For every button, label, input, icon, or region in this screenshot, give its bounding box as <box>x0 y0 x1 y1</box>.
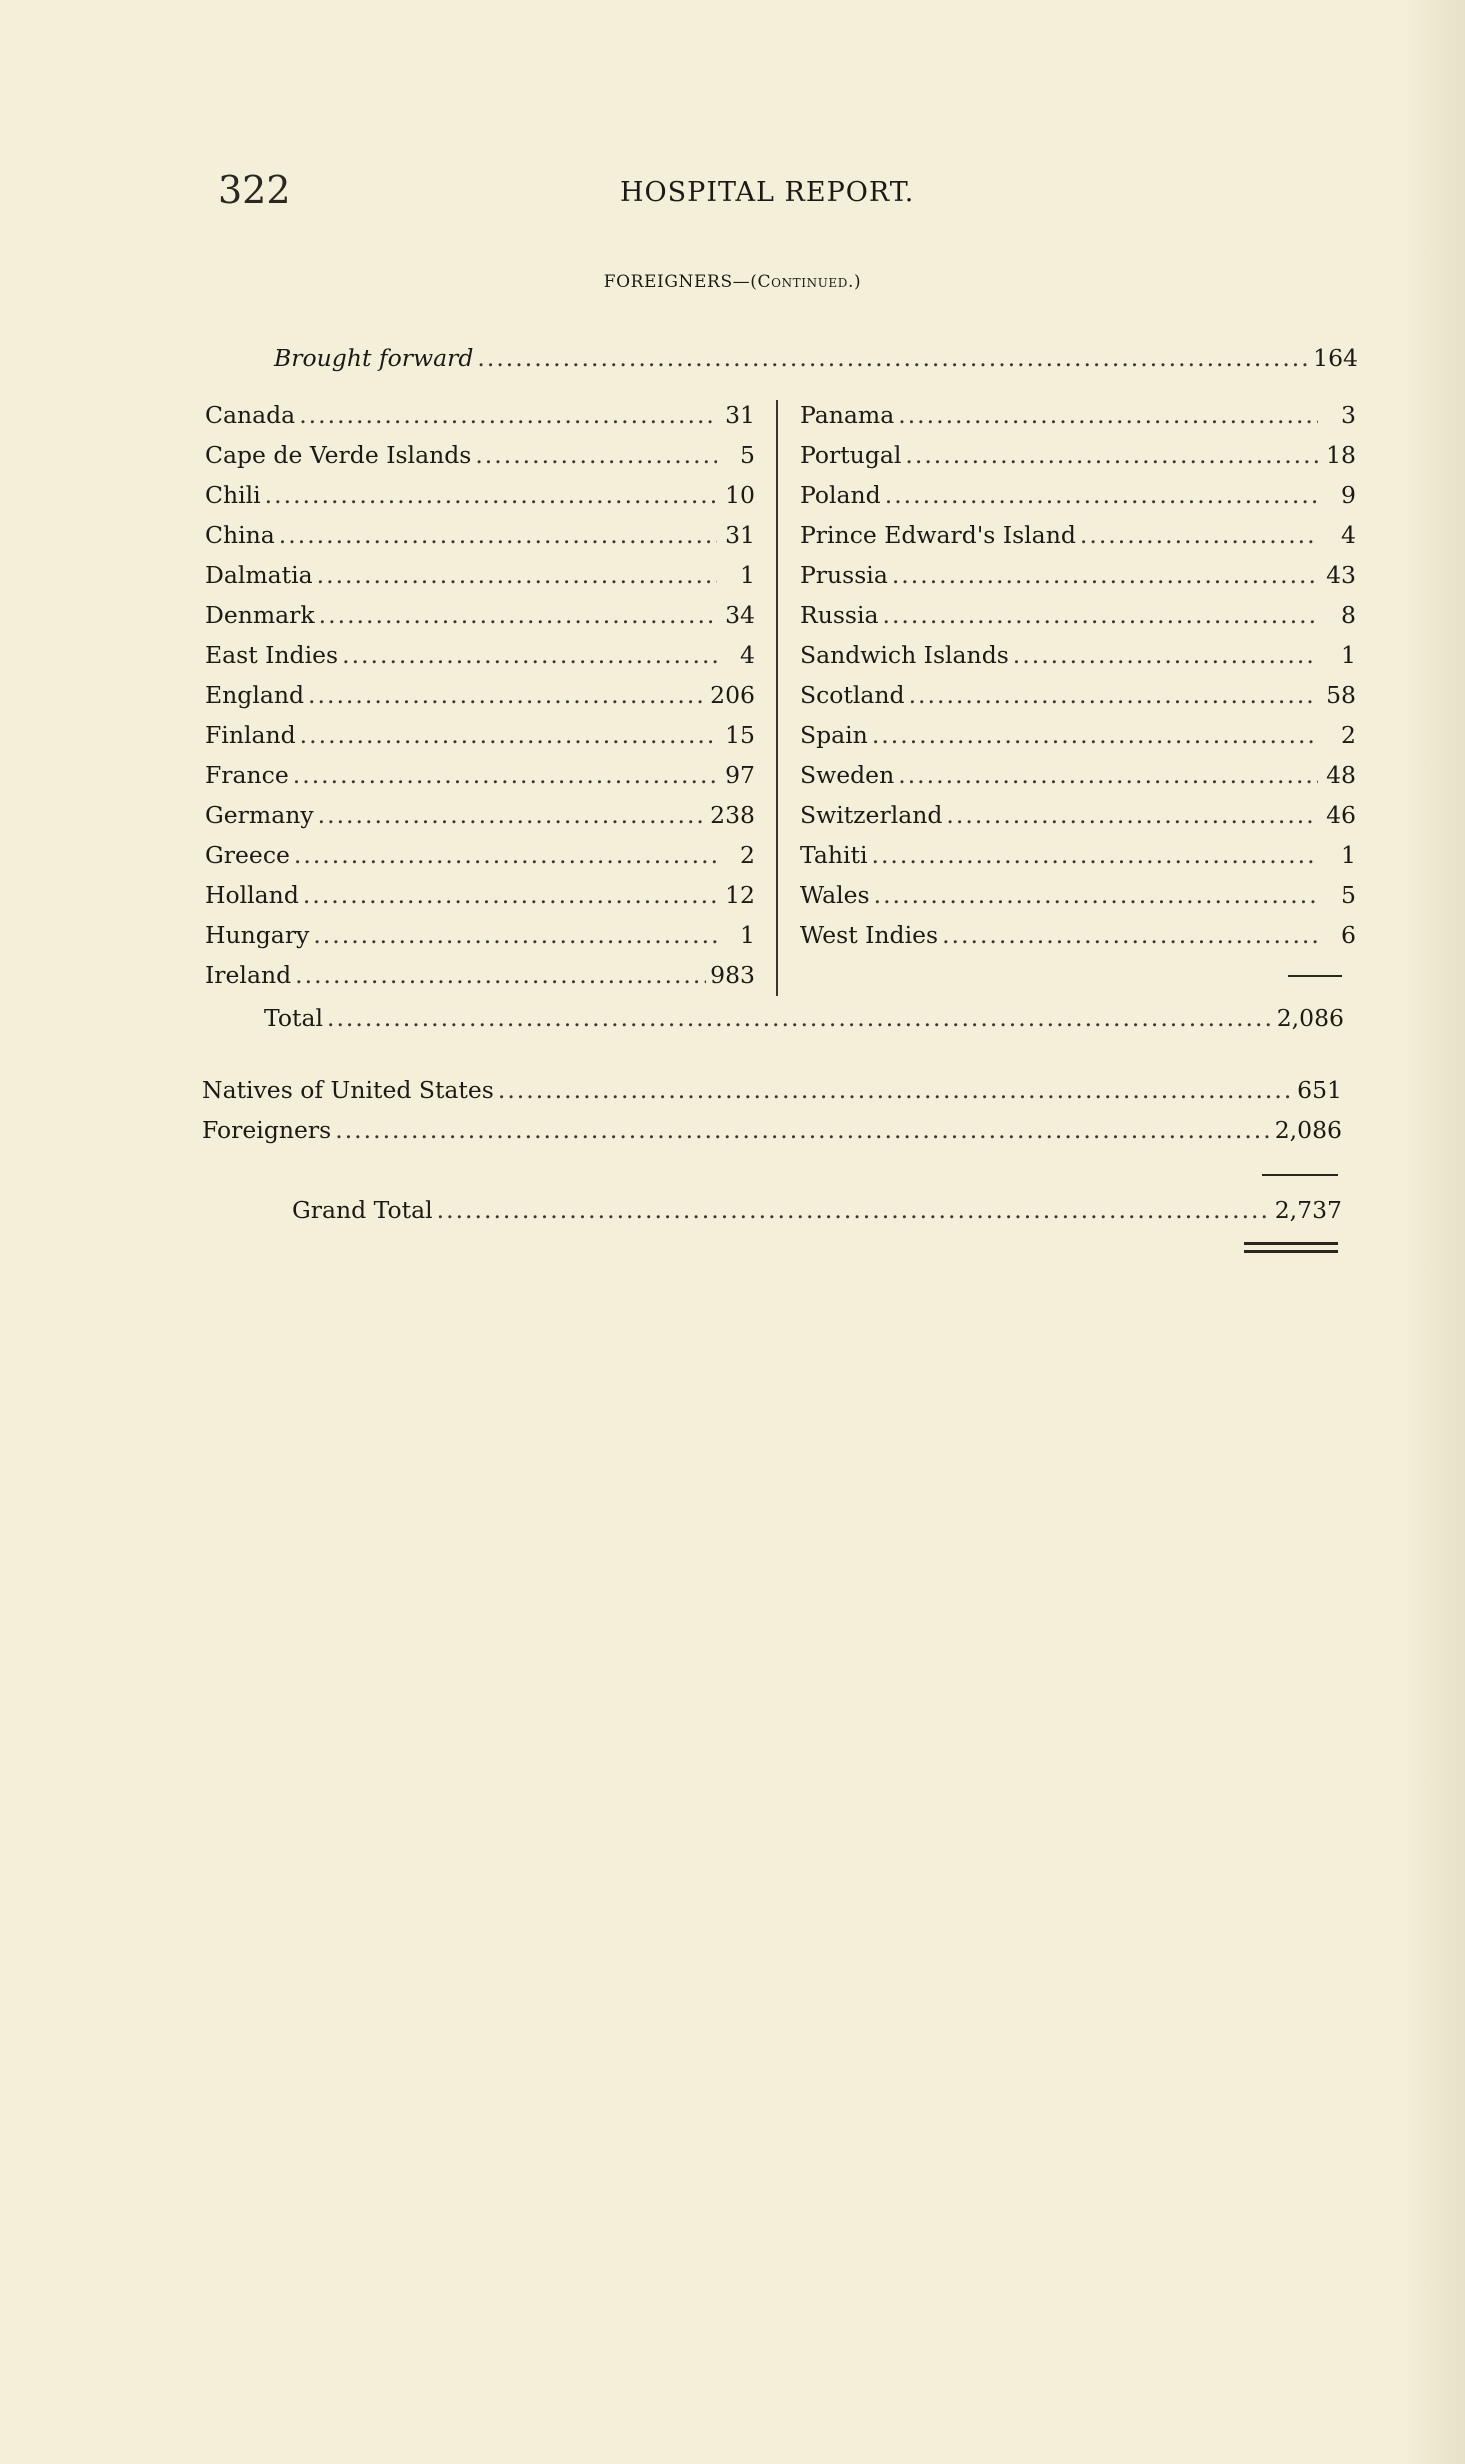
table-row <box>205 795 755 835</box>
country-count: 4 <box>1341 521 1356 549</box>
table-row <box>205 635 755 675</box>
country-label: China <box>205 521 275 549</box>
table-row <box>800 555 1356 595</box>
table-row <box>205 955 755 995</box>
leader-dots <box>874 875 1318 915</box>
country-label: Sweden <box>800 761 895 789</box>
section-title-close: .) <box>848 272 862 292</box>
table-row <box>800 715 1356 755</box>
country-count: 4 <box>740 641 755 669</box>
country-count: 9 <box>1341 481 1356 509</box>
country-label: Cape de Verde Islands <box>205 441 472 469</box>
table-row <box>800 755 1356 795</box>
table-row <box>205 475 755 515</box>
grand-total-label: Grand Total <box>292 1196 433 1224</box>
leader-dots <box>909 675 1318 715</box>
leader-dots <box>905 435 1318 475</box>
table-row <box>205 915 755 955</box>
country-label: Dalmatia <box>205 561 313 589</box>
leader-dots <box>319 595 717 635</box>
table-row <box>800 795 1356 835</box>
table-row <box>205 675 755 715</box>
country-label: Greece <box>205 841 290 869</box>
leader-dots <box>942 915 1318 955</box>
leader-dots <box>265 475 717 515</box>
country-label: Chili <box>205 481 261 509</box>
table-row <box>205 395 755 435</box>
country-label: Prince Edward's Island <box>800 521 1076 549</box>
leader-dots <box>885 475 1318 515</box>
country-label: Scotland <box>800 681 905 709</box>
table-row <box>800 835 1356 875</box>
country-label: England <box>205 681 305 709</box>
table-row <box>205 715 755 755</box>
table-row <box>205 755 755 795</box>
leader-dots <box>303 875 717 915</box>
leader-dots <box>299 395 717 435</box>
country-count: 238 <box>710 801 755 829</box>
leader-dots <box>872 715 1318 755</box>
summary-label: Natives of United States <box>202 1076 494 1104</box>
leader-dots <box>327 998 1273 1038</box>
table-row <box>205 555 755 595</box>
leader-dots <box>300 715 717 755</box>
country-count: 206 <box>710 681 755 709</box>
country-label: France <box>205 761 289 789</box>
country-label: Ireland <box>205 961 292 989</box>
subtotal-rule <box>1288 975 1342 977</box>
leader-dots <box>335 1110 1271 1150</box>
country-count: 1 <box>1341 641 1356 669</box>
leader-dots <box>313 915 717 955</box>
table-row <box>800 595 1356 635</box>
country-label: Switzerland <box>800 801 943 829</box>
country-count: 10 <box>725 481 755 509</box>
country-count: 46 <box>1326 801 1356 829</box>
leader-dots <box>946 795 1318 835</box>
brought-forward-label: Brought forward <box>274 344 474 372</box>
country-count: 12 <box>725 881 755 909</box>
country-count: 983 <box>710 961 755 989</box>
double-rule-bottom <box>1244 1250 1338 1253</box>
page-edge-shadow <box>1405 0 1465 2464</box>
country-count: 2 <box>1341 721 1356 749</box>
leader-dots <box>294 835 717 875</box>
country-label: Poland <box>800 481 881 509</box>
country-count: 18 <box>1326 441 1356 469</box>
summary-value: 651 <box>1297 1076 1342 1104</box>
country-label: Panama <box>800 401 895 429</box>
country-label: Holland <box>205 881 299 909</box>
country-count: 34 <box>725 601 755 629</box>
country-label: Hungary <box>205 921 310 949</box>
summary-row <box>202 1110 1342 1150</box>
leader-dots <box>871 835 1318 875</box>
country-label: Tahiti <box>800 841 868 869</box>
column-divider <box>776 400 778 996</box>
country-count: 31 <box>725 521 755 549</box>
country-count: 1 <box>1341 841 1356 869</box>
leader-dots <box>498 1070 1293 1110</box>
table-row <box>800 475 1356 515</box>
section-title-continued: Continued <box>757 272 849 292</box>
leader-dots <box>317 555 717 595</box>
country-label: Portugal <box>800 441 902 469</box>
country-count: 97 <box>725 761 755 789</box>
country-label: East Indies <box>205 641 339 669</box>
leader-dots <box>318 795 707 835</box>
leader-dots <box>308 675 706 715</box>
leader-dots <box>898 755 1318 795</box>
country-label: Wales <box>800 881 870 909</box>
leader-dots <box>892 555 1318 595</box>
leader-dots <box>475 435 717 475</box>
country-label: Russia <box>800 601 879 629</box>
leader-dots <box>437 1190 1271 1230</box>
country-count: 1 <box>740 921 755 949</box>
country-label: Finland <box>205 721 296 749</box>
country-label: Canada <box>205 401 296 429</box>
table-row <box>800 635 1356 675</box>
country-count: 2 <box>740 841 755 869</box>
table-row <box>205 875 755 915</box>
country-count: 43 <box>1326 561 1356 589</box>
table-row <box>205 435 755 475</box>
leader-dots <box>295 955 706 995</box>
total-row <box>264 998 1344 1038</box>
country-count: 58 <box>1326 681 1356 709</box>
grand-total-row <box>292 1190 1342 1230</box>
summary-row <box>202 1070 1342 1110</box>
page-number: 322 <box>218 168 291 212</box>
leader-dots <box>293 755 717 795</box>
country-label: Prussia <box>800 561 888 589</box>
table-row <box>205 835 755 875</box>
leader-dots <box>882 595 1318 635</box>
summary-label: Foreigners <box>202 1116 332 1144</box>
table-row <box>205 515 755 555</box>
grand-total-value: 2,737 <box>1274 1196 1342 1224</box>
leader-dots <box>1013 635 1318 675</box>
table-row <box>205 595 755 635</box>
table-row <box>800 515 1356 555</box>
double-rule-top <box>1244 1242 1338 1245</box>
country-label: Spain <box>800 721 868 749</box>
brought-forward-row <box>274 338 1358 378</box>
country-count: 31 <box>725 401 755 429</box>
country-label: Germany <box>205 801 314 829</box>
table-row <box>800 395 1356 435</box>
leader-dots <box>342 635 717 675</box>
country-count: 3 <box>1341 401 1356 429</box>
leader-dots <box>477 338 1309 378</box>
country-count: 8 <box>1341 601 1356 629</box>
country-label: Sandwich Islands <box>800 641 1009 669</box>
total-value: 2,086 <box>1276 1004 1344 1032</box>
table-row <box>800 435 1356 475</box>
country-count: 1 <box>740 561 755 589</box>
country-count: 15 <box>725 721 755 749</box>
country-count: 6 <box>1341 921 1356 949</box>
sum-rule <box>1262 1174 1338 1176</box>
country-count: 5 <box>740 441 755 469</box>
table-row <box>800 915 1356 955</box>
leader-dots <box>898 395 1318 435</box>
country-label: West Indies <box>800 921 939 949</box>
table-row <box>800 875 1356 915</box>
country-label: Denmark <box>205 601 315 629</box>
country-count: 5 <box>1341 881 1356 909</box>
running-head: HOSPITAL REPORT. <box>620 177 915 208</box>
page-header <box>218 168 958 218</box>
total-label: Total <box>264 1004 323 1032</box>
country-count: 48 <box>1326 761 1356 789</box>
leader-dots <box>279 515 717 555</box>
summary-value: 2,086 <box>1274 1116 1342 1144</box>
section-title <box>0 272 1465 292</box>
brought-forward-value: 164 <box>1313 344 1358 372</box>
table-row <box>800 675 1356 715</box>
leader-dots <box>1080 515 1318 555</box>
section-title-text: FOREIGNERS—( <box>603 272 758 292</box>
